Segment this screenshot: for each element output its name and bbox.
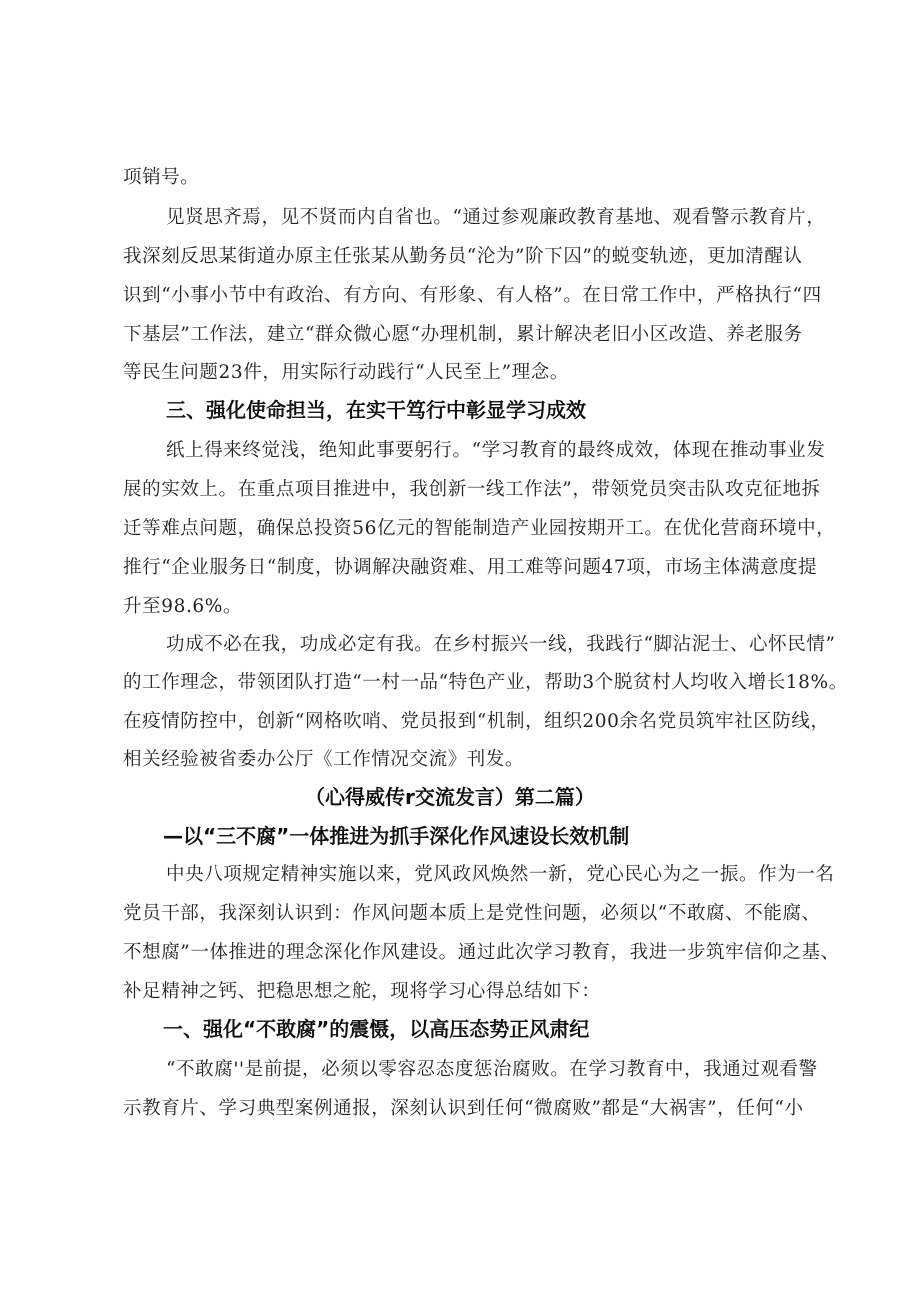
paragraph-line: 展的实效上。在重点项目推进中，我创新一线工作法”，带领党员突击队攻克征地拆: [123, 479, 821, 500]
paragraph-line: 党员干部，我深刻认识到：作风问题本质上是党性问题，必须以“不敢腐、不能腐、: [123, 903, 821, 924]
paragraph-line: 的工作理念，带领团队打造“一村一品“特色产业，帮助3个脱贫村人均收入增长18%。: [123, 672, 848, 693]
paragraph-line: “不敢腐''是前提，必须以零容忍态度惩治腐败。在学习教育中，我通过观看警: [166, 1059, 818, 1080]
paragraph-line: 纸上得来终觉浅，绝知此事要躬行。“学习教育的最终成效，体现在推动事业发: [166, 440, 826, 461]
paragraph-line: 迁等难点问题，确保总投资56亿元的智能制造产业园按期开工。在优化营商环境中，: [123, 518, 836, 539]
article-subtitle: —以“三不腐”一体推进为抓手深化作风速设长效机制: [163, 824, 630, 848]
paragraph-line: 示教育片、学习典型案例通报，深刻认识到任何“微腐败”都是“大祸害”，任何“小: [123, 1098, 804, 1119]
article-title: （心得威传r交流发言）第二篇）: [305, 785, 595, 809]
paragraph-line: 在疫情防控中，创新“网格吹哨、党员报到“机制，组织200余名党员筑牢社区防线，: [123, 711, 830, 732]
paragraph-line: 下基层”工作法，建立“群众微心愿“办理机制，累计解决老旧小区改造、养老服务: [123, 324, 803, 345]
paragraph-line: 识到“小事小节中有政治、有方向、有形象、有人格”。在日常工作中，严格执行“四: [123, 285, 822, 306]
paragraph-line: 升至98.6%。: [123, 596, 243, 617]
paragraph-line: 等民生问题23件，用实际行动践行“人民至上”理念。: [123, 362, 569, 383]
paragraph-line: 中央八项规定精神实施以来，党风政风焕然一新，党心民心为之一振。作为一名: [166, 864, 835, 885]
paragraph-line: 不想腐”一体推进的理念深化作风建设。通过此次学习教育，我进一步筑牢信仰之基、: [123, 942, 840, 963]
paragraph-line: 补足精神之钙、把稳思想之舵，现将学习心得总结如下：: [123, 981, 601, 1002]
paragraph-line: 推行“企业服务日“制度，协调解决融资难、用工难等问题47项，市场主体满意度提: [123, 557, 818, 578]
paragraph-line: 我深刻反思某街道办原主任张某从勤务员“沦为”阶下囚”的蜕变轨迹，更加清醒认: [123, 246, 803, 267]
section-heading: 一、强化“不敢腐”的震慑，以高压态势正风肃纪: [163, 1017, 590, 1041]
paragraph-line: 项销号。: [123, 167, 200, 188]
paragraph-line: 功成不必在我，功成必定有我。在乡村振兴一线，我践行“脚沾泥士、心怀民情”: [166, 634, 836, 655]
section-heading: 三、强化使命担当，在实干笃行中彰显学习成效: [166, 398, 586, 422]
paragraph-line: 见贤思齐焉，见不贤而内自省也。“通过参观廉政教育基地、观看警示教育片，: [166, 207, 826, 228]
paragraph-line: 相关经验被省委办公厅《工作情况交流》刊发。: [123, 749, 525, 770]
